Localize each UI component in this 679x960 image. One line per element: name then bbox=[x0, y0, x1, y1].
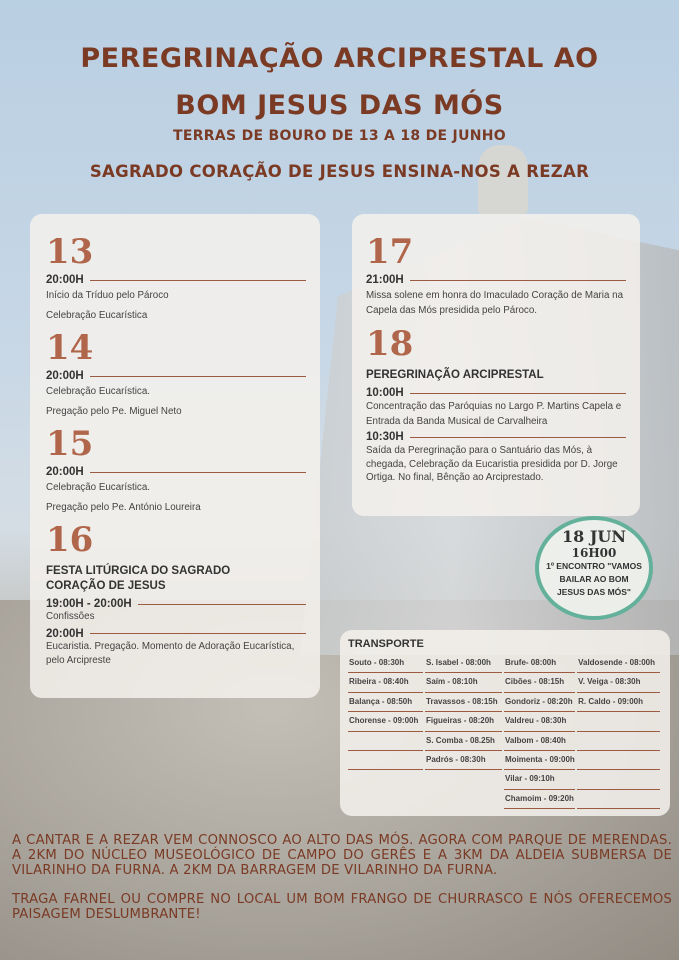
day-number: 15 bbox=[46, 424, 94, 464]
time-row bbox=[366, 274, 626, 286]
description-line: Início da Tríduo pelo Pároco bbox=[46, 290, 169, 301]
time: 20:00H bbox=[46, 466, 84, 478]
title-line-2: BOM JESUS DAS MÓS bbox=[175, 90, 504, 121]
transport-stop: Cibões - 08:15h bbox=[504, 673, 575, 692]
day-17-block bbox=[366, 232, 626, 318]
transport-column bbox=[504, 654, 575, 809]
transport-column bbox=[577, 654, 660, 809]
time-row bbox=[366, 431, 626, 443]
time-row bbox=[366, 387, 626, 399]
footer-paragraph-2: TRAGA FARNEL OU COMPRE NO LOCAL UM BOM FRANGO DE CHURRASCO E NÓS OFERECEMOS PAISAGEM DESLUMBRANTE! bbox=[12, 892, 672, 922]
day-16-block bbox=[46, 520, 306, 669]
description bbox=[46, 481, 306, 515]
day-13-block bbox=[46, 232, 306, 323]
badge-time: 16H00 bbox=[571, 546, 617, 560]
transport-stop: S. Isabel - 08:00h bbox=[425, 654, 502, 673]
description bbox=[46, 289, 306, 323]
transport-stop bbox=[577, 751, 660, 770]
transport-stop: S. Comba - 08.25h bbox=[425, 732, 502, 751]
description-line: Celebração Eucarística. bbox=[46, 386, 151, 397]
time-row bbox=[46, 370, 306, 382]
footer-paragraph-1: A CANTAR E A REZAR VEM CONNOSCO AO ALTO DAS MÓS. AGORA COM PARQUE DE MERENDAS. A 2KM DO NÚCLEO MUSEOLÓGICO DE CAMPO DO GERÊS E A 3KM DA ALDEIA SUBMERSA DE VILARINHO DA FURNA. A 2KM DA BARRAGEM DE VILARINHO DA FURNA. bbox=[12, 833, 672, 878]
transport-stop: Padrós - 08:30h bbox=[425, 751, 502, 770]
divider bbox=[90, 280, 306, 281]
transport-column bbox=[425, 654, 502, 809]
time-row bbox=[46, 598, 306, 610]
transport-stop bbox=[577, 732, 660, 751]
time: 10:30H bbox=[366, 431, 404, 443]
time: 21:00H bbox=[366, 274, 404, 286]
time: 20:00H bbox=[46, 370, 84, 382]
day-18-block bbox=[366, 324, 626, 485]
day-heading: PEREGRINAÇÃO ARCIPRESTAL bbox=[366, 369, 544, 381]
transport-stop: Valdosende - 08:00h bbox=[577, 654, 660, 673]
transport-stop: Saím - 08:10h bbox=[425, 673, 502, 692]
divider bbox=[410, 437, 626, 438]
transport-stop: Valbom - 08:40h bbox=[504, 732, 575, 751]
description: Missa solene em honra do Imaculado Coração de Maria na Capela das Mós presidida pelo Pároco. bbox=[366, 290, 624, 316]
time: 10:00H bbox=[366, 387, 404, 399]
time-row bbox=[46, 466, 306, 478]
schedule-panel-right bbox=[352, 214, 640, 516]
day-15-block bbox=[46, 424, 306, 515]
transport-table bbox=[348, 654, 660, 809]
description bbox=[46, 385, 306, 419]
event-badge bbox=[535, 516, 653, 620]
transport-stop: Chamoim - 09:20h bbox=[504, 790, 575, 809]
subtitle: TERRAS DE BOURO DE 13 A 18 DE JUNHO bbox=[173, 128, 506, 144]
time: 20:00H bbox=[46, 274, 84, 286]
transport-stop: Moimenta - 09:00h bbox=[504, 751, 575, 770]
time: 19:00H - 20:00H bbox=[46, 598, 132, 610]
divider bbox=[90, 376, 306, 377]
transport-stop bbox=[348, 732, 423, 751]
description-line: Celebração Eucarística. bbox=[46, 482, 151, 493]
transport-stop: Chorense - 09:00h bbox=[348, 712, 423, 731]
transport-stop: Balança - 08:50h bbox=[348, 693, 423, 712]
transport-column bbox=[348, 654, 423, 809]
transport-stop bbox=[577, 770, 660, 789]
description-line: Pregação pelo Pe. Miguel Neto bbox=[46, 405, 182, 417]
transport-stop bbox=[577, 712, 660, 731]
transport-stop: Figueiras - 08:20h bbox=[425, 712, 502, 731]
day-heading: FESTA LITÚRGICA DO SAGRADO CORAÇÃO DE JESUS bbox=[46, 565, 231, 592]
transport-stop: Travassos - 08:15h bbox=[425, 693, 502, 712]
transport-stop: R. Caldo - 09:00h bbox=[577, 693, 660, 712]
time-row bbox=[46, 274, 306, 286]
transport-stop: Gondoriz - 08:20h bbox=[504, 693, 575, 712]
badge-date: 18 JUN bbox=[562, 527, 626, 546]
transport-panel bbox=[340, 630, 670, 816]
motto: SAGRADO CORAÇÃO DE JESUS ENSINA-NOS A REZAR bbox=[89, 162, 590, 181]
transport-stop: Brufe- 08:00h bbox=[504, 654, 575, 673]
day-number: 16 bbox=[46, 520, 94, 560]
badge-text: 1º ENCONTRO "VAMOS BAILAR AO BOM JESUS DAS MÓS" bbox=[546, 561, 642, 597]
divider bbox=[138, 604, 306, 605]
description: Eucaristia. Pregação. Momento de Adoração Eucarística, pelo Arcipreste bbox=[46, 640, 295, 666]
description: Confissões bbox=[46, 611, 95, 622]
description: Concentração das Paróquias no Largo P. Martins Capela e Entrada da Banda Musical de Carvalheira bbox=[366, 401, 622, 427]
day-number: 18 bbox=[366, 324, 414, 364]
schedule-panel-left bbox=[30, 214, 320, 698]
transport-stop bbox=[577, 790, 660, 809]
footer-text bbox=[12, 833, 672, 936]
description-line: Celebração Eucarística bbox=[46, 309, 148, 321]
divider bbox=[410, 393, 626, 394]
transport-stop bbox=[348, 751, 423, 770]
time: 20:00H bbox=[46, 627, 84, 640]
transport-stop: Valdreu - 08:30h bbox=[504, 712, 575, 731]
divider bbox=[410, 280, 626, 281]
transport-stop: Ribeira - 08:40h bbox=[348, 673, 423, 692]
day-number: 13 bbox=[46, 232, 94, 272]
time-row bbox=[46, 628, 306, 640]
title-line-1: PEREGRINAÇÃO ARCIPRESTAL AO bbox=[80, 43, 599, 74]
transport-stop: Vilar - 09:10h bbox=[504, 770, 575, 789]
day-number: 14 bbox=[46, 328, 94, 368]
description-line: Pregação pelo Pe. António Loureira bbox=[46, 501, 201, 513]
day-number: 17 bbox=[366, 232, 414, 272]
transport-stop: Souto - 08:30h bbox=[348, 654, 423, 673]
day-14-block bbox=[46, 328, 306, 419]
divider bbox=[90, 472, 306, 473]
description: Saída da Peregrinação para o Santuário das Mós, à chegada, Celebração da Eucaristia presidida por D. Jorge Ortiga. No final, Bênção ao Arciprestado. bbox=[366, 445, 618, 483]
transport-title: TRANSPORTE bbox=[348, 638, 424, 650]
transport-stop: V. Veiga - 08:30h bbox=[577, 673, 660, 692]
divider bbox=[90, 633, 306, 634]
poster-header bbox=[0, 32, 679, 181]
